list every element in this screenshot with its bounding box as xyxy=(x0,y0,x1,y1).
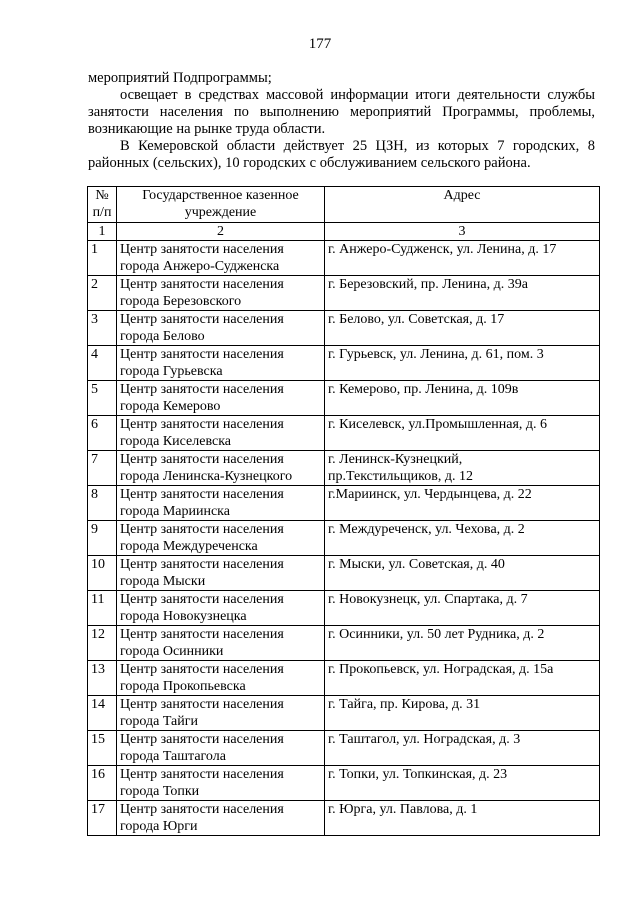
row-number: 17 xyxy=(88,801,117,836)
address-line: г. Анжеро-Судженск, ул. Ленина, д. 17 xyxy=(328,242,557,257)
institution-name xyxy=(117,241,325,276)
institution-name-line: Центр занятости населения xyxy=(120,487,284,502)
institution-name xyxy=(117,556,325,591)
institution-name xyxy=(117,346,325,381)
address-line: г. Осинники, ул. 50 лет Рудника, д. 2 xyxy=(328,627,545,642)
institution-name-line: города Анжеро-Судженска xyxy=(120,259,280,274)
row-number: 8 xyxy=(88,486,117,521)
intro-line-1: мероприятий Подпрограммы; xyxy=(88,70,272,86)
address-line: г. Прокопьевск, ул. Ноградская, д. 15а xyxy=(328,662,554,677)
header-address: Адрес xyxy=(325,187,600,223)
address-line: г. Тайга, пр. Кирова, д. 31 xyxy=(328,697,481,712)
institution-name-line: Центр занятости населения xyxy=(120,557,284,572)
table-row xyxy=(88,486,600,521)
institution-name-line: Центр занятости населения xyxy=(120,767,284,782)
table-header-row xyxy=(88,187,600,223)
institution-name-line: города Таштагола xyxy=(120,749,226,764)
institution-name-line: Центр занятости населения xyxy=(120,522,284,537)
institution-name-line: города Тайги xyxy=(120,714,198,729)
address-line: г. Новокузнецк, ул. Спартака, д. 7 xyxy=(328,592,528,607)
institution-name-line: города Осинники xyxy=(120,644,224,659)
column-number-3: 3 xyxy=(325,223,600,241)
institution-name-line: Центр занятости населения xyxy=(120,802,284,817)
address-line: г. Топки, ул. Топкинская, д. 23 xyxy=(328,767,508,782)
table-row xyxy=(88,521,600,556)
institution-name-line: Центр занятости населения xyxy=(120,627,284,642)
institution-name-line: Центр занятости населения xyxy=(120,277,284,292)
institution-name xyxy=(117,521,325,556)
address-line: г. Ленинск-Кузнецкий, xyxy=(328,452,463,467)
institution-name-line: Центр занятости населения xyxy=(120,662,284,677)
institution-name xyxy=(117,276,325,311)
table-row xyxy=(88,766,600,801)
row-number: 15 xyxy=(88,731,117,766)
address xyxy=(325,661,600,696)
address-line: г. Киселевск, ул.Промышленная, д. 6 xyxy=(328,417,548,432)
address xyxy=(325,346,600,381)
institution-name-line: города Ленинска-Кузнецкого xyxy=(120,469,293,484)
address-line: г.Мариинск, ул. Чердынцева, д. 22 xyxy=(328,487,532,502)
institution-name xyxy=(117,731,325,766)
table-row xyxy=(88,556,600,591)
institution-name-line: города Топки xyxy=(120,784,200,799)
address xyxy=(325,381,600,416)
address xyxy=(325,311,600,346)
column-number-2: 2 xyxy=(117,223,325,241)
institution-name-line: Центр занятости населения xyxy=(120,732,284,747)
address-line: г. Юрга, ул. Павлова, д. 1 xyxy=(328,802,478,817)
address xyxy=(325,731,600,766)
intro-text xyxy=(88,70,595,172)
institution-name-line: города Мариинска xyxy=(120,504,230,519)
table-row xyxy=(88,661,600,696)
address xyxy=(325,626,600,661)
address xyxy=(325,696,600,731)
row-number: 10 xyxy=(88,556,117,591)
intro-paragraph-2: освещает в средствах массовой информации итоги деятельности службы занятости населения по выполнению мероприятий Программы, проблемы, возникающие на рынке труда области. xyxy=(88,87,595,137)
row-number: 2 xyxy=(88,276,117,311)
institution-name xyxy=(117,311,325,346)
address-line: г. Белово, ул. Советская, д. 17 xyxy=(328,312,505,327)
institution-name-line: Центр занятости населения xyxy=(120,697,284,712)
institution-name xyxy=(117,696,325,731)
table-row xyxy=(88,731,600,766)
institution-name-line: города Новокузнецка xyxy=(120,609,247,624)
institution-name xyxy=(117,451,325,486)
employment-centers-table xyxy=(87,186,600,836)
header-institution: Государственное казенное учреждение xyxy=(117,187,325,223)
institution-name-line: города Прокопьевска xyxy=(120,679,246,694)
table-row xyxy=(88,626,600,661)
row-number: 14 xyxy=(88,696,117,731)
intro-paragraph-3: В Кемеровской области действует 25 ЦЗН, из которых 7 городских, 8 районных (сельских), 10 городских с обслуживанием сельского района. xyxy=(88,138,595,171)
table-row xyxy=(88,416,600,451)
address-line: г. Кемерово, пр. Ленина, д. 109в xyxy=(328,382,519,397)
institution-name-line: Центр занятости населения xyxy=(120,382,284,397)
address xyxy=(325,556,600,591)
address-line: г. Гурьевск, ул. Ленина, д. 61, пом. 3 xyxy=(328,347,544,362)
row-number: 6 xyxy=(88,416,117,451)
address xyxy=(325,416,600,451)
institution-name-line: города Киселевска xyxy=(120,434,232,449)
institution-name-line: Центр занятости населения xyxy=(120,592,284,607)
table-row xyxy=(88,311,600,346)
table-row xyxy=(88,801,600,836)
row-number: 16 xyxy=(88,766,117,801)
address xyxy=(325,276,600,311)
institution-name-line: города Гурьевска xyxy=(120,364,223,379)
table-row xyxy=(88,276,600,311)
institution-name xyxy=(117,381,325,416)
row-number: 7 xyxy=(88,451,117,486)
institution-name-line: города Кемерово xyxy=(120,399,221,414)
institution-name xyxy=(117,486,325,521)
header-number: № п/п xyxy=(88,187,117,223)
column-number-1: 1 xyxy=(88,223,117,241)
address-line: г. Междуреченск, ул. Чехова, д. 2 xyxy=(328,522,525,537)
row-number: 1 xyxy=(88,241,117,276)
institution-name-line: города Березовского xyxy=(120,294,242,309)
institution-name xyxy=(117,801,325,836)
address-line: пр.Текстильщиков, д. 12 xyxy=(328,469,473,484)
address-line: г. Березовский, пр. Ленина, д. 39а xyxy=(328,277,528,292)
institution-name-line: Центр занятости населения xyxy=(120,347,284,362)
institution-name-line: Центр занятости населения xyxy=(120,242,284,257)
institution-name-line: города Белово xyxy=(120,329,205,344)
row-number: 12 xyxy=(88,626,117,661)
row-number: 11 xyxy=(88,591,117,626)
table-row xyxy=(88,451,600,486)
address xyxy=(325,591,600,626)
address-line: г. Таштагол, ул. Ноградская, д. 3 xyxy=(328,732,521,747)
institution-name xyxy=(117,416,325,451)
address xyxy=(325,451,600,486)
institution-name-line: Центр занятости населения xyxy=(120,452,284,467)
institution-name xyxy=(117,626,325,661)
institution-name xyxy=(117,766,325,801)
address xyxy=(325,521,600,556)
institution-name-line: города Мыски xyxy=(120,574,206,589)
table-row xyxy=(88,346,600,381)
row-number: 4 xyxy=(88,346,117,381)
institution-name xyxy=(117,591,325,626)
institution-name-line: города Междуреченска xyxy=(120,539,258,554)
table-row xyxy=(88,241,600,276)
address xyxy=(325,241,600,276)
table-row xyxy=(88,381,600,416)
address xyxy=(325,486,600,521)
row-number: 13 xyxy=(88,661,117,696)
table-row xyxy=(88,696,600,731)
institution-name-line: Центр занятости населения xyxy=(120,417,284,432)
column-number-row xyxy=(88,223,600,241)
page-number: 177 xyxy=(308,36,332,52)
row-number: 9 xyxy=(88,521,117,556)
institution-name xyxy=(117,661,325,696)
institution-name-line: города Юрги xyxy=(120,819,198,834)
address xyxy=(325,801,600,836)
row-number: 5 xyxy=(88,381,117,416)
address xyxy=(325,766,600,801)
address-line: г. Мыски, ул. Советская, д. 40 xyxy=(328,557,505,572)
table-row xyxy=(88,591,600,626)
institution-name-line: Центр занятости населения xyxy=(120,312,284,327)
row-number: 3 xyxy=(88,311,117,346)
